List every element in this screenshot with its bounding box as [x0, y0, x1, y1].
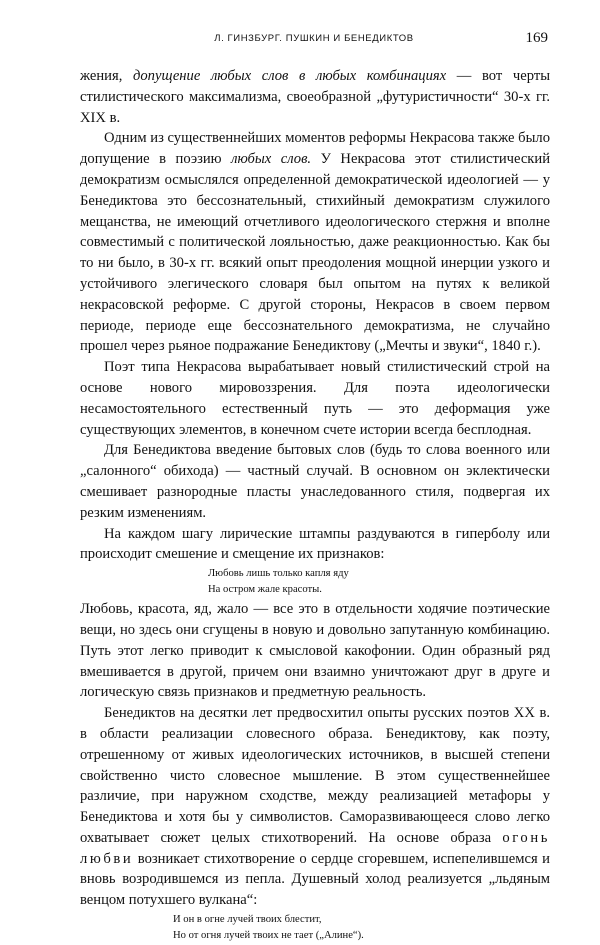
- verse-quote-2-line-2: Но от огня лучей твоих не тает („Алине“).: [173, 930, 364, 942]
- verse-quote-2: [173, 912, 550, 944]
- paragraph-5: На каждом шагу лирические штампы раздуваются в гиперболу или происходит смешение и смещение их признаков:: [80, 525, 550, 563]
- page-header: [80, 30, 548, 50]
- verse-quote-1: [208, 566, 550, 598]
- paragraph-1: [80, 66, 550, 128]
- paragraph-4: Для Бенедиктова введение бытовых слов (будь то слова военного или „салонного“ обихода) — частный случай. В основном он эклектически смешивает разнородные пласты унаследованного стиля, подвергая их резким изменениям.: [80, 442, 550, 521]
- paragraph-7: [80, 703, 550, 911]
- paragraph-2-text-end: У Некрасова этот стилистический демократизм осмыслялся определенной демократической идеологией — у Бенедиктова это бессознательный, стихийный демократизм служилого мещанства, не имеющий отчетливого идеологического стержня и вполне совместимый с политической лояльностью, даже реакционностью. Как бы то ни было, в 30-х гг. всякий опыт преодоления мощной инерции узкого и устойчивого элегического словаря был опытом на путях к великой некрасовской реформе. С другой стороны, Некрасов в своем первом периоде, периоде еще бессознательного демократизма, не случайно прошел через рьяное подражание Бенедиктову („Мечты и звуки“, 1840 г.).: [80, 151, 551, 355]
- paragraph-7-text-start: Бенедиктов на десятки лет предвосхитил опыты русских поэтов XX в. в области реализации словесного образа. Бенедиктову, как поэту, отрешенному от живых идеологических источников, в высшей степени свойственно чисто словесное мышление. В этом существеннейшее различие, при наружном сходстве, между реализацией метафоры у Бенедиктова и хотя бы у символистов. Саморазвивающееся слово легко охватывает сюжет целых стихотворений. На основе образа: [80, 705, 550, 846]
- page-number: 169: [525, 30, 548, 46]
- paragraph-1-text-start: жения,: [80, 68, 133, 84]
- paragraph-2-text-start: Одним из существеннейших моментов реформы Некрасова также было допущение в поэзию: [80, 130, 550, 168]
- page-body: [80, 66, 550, 945]
- paragraph-1-text-end: — вот черты стилистического максимализма, своеобразной „футуристичности“ 30-х гг. XIX в.: [80, 68, 551, 126]
- running-head: Л. ГИНЗБУРГ. ПУШКИН И БЕНЕДИКТОВ: [214, 33, 414, 44]
- paragraph-2-italic-phrase: любых слов.: [231, 151, 312, 168]
- paragraph-2: [80, 128, 550, 357]
- verse-quote-1-line-1: Любовь лишь только капля яду: [208, 568, 349, 580]
- paragraph-7-spaced-phrase: огонь любви: [80, 829, 550, 867]
- paragraph-3: Поэт типа Некрасова вырабатывает новый стилистический строй на основе нового мировоззрения. Для поэта идеологически несамостоятельного естественный путь — это деформация уже существующих элементов, в конечном счете истории всегда бесплодная.: [80, 359, 550, 438]
- verse-quote-2-line-1: И он в огне лучей твоих блестит,: [173, 914, 322, 926]
- paragraph-1-italic-phrase: допущение любых слов в любых комбинациях: [132, 68, 447, 84]
- paragraph-6: Любовь, красота, яд, жало — все это в отдельности ходячие поэтические вещи, но здесь они сгущены в новую и довольно запутанную комбинацию. Путь этот легко приводит к смысловой какофонии. Один образный ряд вмешивается в другой, причем они взаимно уничтожают друг в друге и логическую связь признаков и предметную реальность.: [80, 601, 550, 701]
- verse-quote-1-line-2: На остром жале красоты.: [208, 584, 322, 596]
- paragraph-7-text-end: возникает стихотворение о сердце сгоревшем, испепелившемся и вновь возродившемся из пепла. Душевный холод реализуется „льдяным венцом потухшего вулкана“:: [80, 850, 550, 909]
